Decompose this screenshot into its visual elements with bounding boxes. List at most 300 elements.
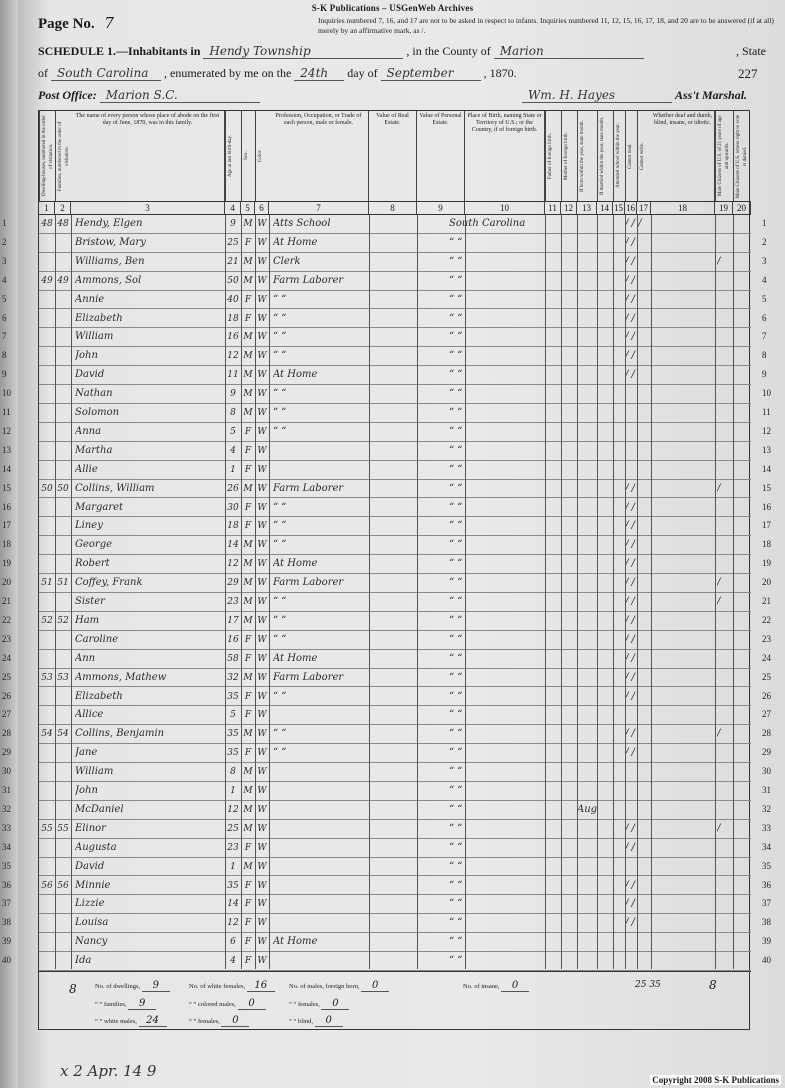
cell-age: 4 xyxy=(230,956,236,967)
line-number-left: 2 xyxy=(2,236,7,247)
table-row xyxy=(39,782,751,801)
of-label: of xyxy=(38,66,48,80)
cell-age: 9 xyxy=(230,389,236,400)
line-number-right: 13 xyxy=(762,444,771,455)
cell-family xyxy=(55,782,71,801)
cell-family xyxy=(55,291,71,310)
line-number-right: 7 xyxy=(762,331,767,342)
cell-education-marks xyxy=(625,801,665,820)
schedule-line-1 xyxy=(38,44,644,59)
line-number-left: 16 xyxy=(2,501,11,512)
line-number-left: 19 xyxy=(2,558,11,569)
cell-education-marks xyxy=(625,461,665,480)
line-number-left: 35 xyxy=(2,860,11,871)
table-row xyxy=(39,744,751,763)
column-number-12: 12 xyxy=(561,201,577,215)
cell-occupation xyxy=(273,839,369,858)
line-number-right: 40 xyxy=(762,955,771,966)
white-females-label: No. of white females, xyxy=(189,983,246,990)
cell-color: W xyxy=(257,559,267,570)
cell-occupation xyxy=(273,895,369,914)
column-rule xyxy=(269,215,270,969)
cell-education-marks: / / xyxy=(625,671,635,683)
cell-name: David xyxy=(75,860,105,872)
cell-sex: F xyxy=(244,521,252,532)
cell-education-marks xyxy=(625,442,665,461)
marshal-title: Ass't Marshal. xyxy=(675,88,748,102)
line-number-left: 26 xyxy=(2,690,11,701)
cell-name: Bristow, Mary xyxy=(75,236,146,248)
cell-occupation xyxy=(273,461,369,480)
cell-education-marks: / / xyxy=(625,350,635,362)
cell-birthplace: “ “ xyxy=(449,652,463,664)
line-number-left: 20 xyxy=(2,577,11,588)
table-row xyxy=(39,347,751,366)
cell-dwelling xyxy=(39,366,55,385)
cell-education-marks: / / xyxy=(625,728,635,740)
column-header-8: Value of Real Estate. xyxy=(369,111,417,201)
cell-family: 52 xyxy=(57,615,69,626)
cell-education-marks: / / xyxy=(625,482,635,494)
line-number-left: 27 xyxy=(2,709,11,720)
cell-color: W xyxy=(257,275,267,286)
cell-sex: M xyxy=(243,483,253,494)
cell-name: Ham xyxy=(75,614,100,626)
table-row xyxy=(39,688,751,707)
line-number-right: 25 xyxy=(762,671,771,682)
cell-family xyxy=(55,366,71,385)
cell-dwelling xyxy=(39,253,55,272)
cell-sex: M xyxy=(243,559,253,570)
cell-family xyxy=(55,952,71,971)
cell-birthplace: “ “ xyxy=(449,633,463,645)
column-header-18: Whether deaf and dumb, blind, insane, or idiotic. xyxy=(651,111,715,201)
cell-birthplace: “ “ xyxy=(449,558,463,570)
cell-citizen-mark: / xyxy=(717,482,721,494)
cell-education-marks xyxy=(625,933,665,952)
table-row xyxy=(39,461,751,480)
footer-tally-16-17: 25 35 xyxy=(635,980,661,990)
cell-name: Annie xyxy=(75,293,105,305)
line-number-right: 28 xyxy=(762,728,771,739)
cell-name: Nancy xyxy=(75,936,108,948)
cell-birthplace: “ “ xyxy=(449,539,463,551)
cell-color: W xyxy=(257,804,267,815)
cell-education-marks: / / xyxy=(625,596,635,607)
table-row xyxy=(39,877,751,896)
cell-color: W xyxy=(257,880,267,891)
cell-color: W xyxy=(257,237,267,248)
cell-birthplace: “ “ xyxy=(449,728,463,740)
column-header-16: Cannot read. xyxy=(625,111,637,201)
footer-foreign-females xyxy=(289,998,349,1010)
column-header-1: Dwelling-houses, numbered in the order of visitation. xyxy=(39,111,55,201)
cell-dwelling xyxy=(39,291,55,310)
cell-birthplace: “ “ xyxy=(449,596,463,607)
cell-birthplace: “ “ xyxy=(449,955,463,967)
cell-sex: M xyxy=(243,408,253,418)
cell-occupation: “ “ xyxy=(273,596,287,607)
township-value: Hendy Township xyxy=(203,44,403,59)
column-rule xyxy=(465,215,466,969)
column-rule xyxy=(71,215,72,969)
cell-age: 14 xyxy=(227,899,239,910)
cell-occupation: “ “ xyxy=(273,539,287,551)
cell-education-marks xyxy=(625,782,665,801)
cell-family xyxy=(55,839,71,858)
cell-age: 9 xyxy=(230,219,236,229)
cell-occupation: “ “ xyxy=(273,407,287,418)
cell-occupation: At Home xyxy=(273,558,318,570)
cell-name: Margaret xyxy=(75,501,124,513)
cell-age: 12 xyxy=(227,804,239,815)
cell-dwelling xyxy=(39,461,55,480)
cell-dwelling xyxy=(39,234,55,253)
publisher-header: S-K Publications – USGenWeb Archives xyxy=(311,3,474,13)
cell-age: 26 xyxy=(227,483,239,494)
cell-dwelling xyxy=(39,536,55,555)
state-label: , State xyxy=(736,44,766,58)
cell-family xyxy=(55,914,71,933)
cell-family: 51 xyxy=(57,578,69,589)
footer-colored-females xyxy=(189,1015,249,1027)
cell-color: W xyxy=(257,294,267,305)
cell-occupation: “ “ xyxy=(273,425,287,437)
column-number-17: 17 xyxy=(637,201,651,215)
column-number-11: 11 xyxy=(545,201,561,215)
county-value: Marion xyxy=(494,44,644,59)
cell-sex: M xyxy=(243,578,253,589)
column-header-13: If born within the year, state month. xyxy=(577,111,597,201)
column-rule xyxy=(545,215,546,969)
cell-age: 32 xyxy=(227,672,239,683)
line-number-right: 35 xyxy=(762,860,771,871)
summary-footer xyxy=(39,971,751,1031)
families-value: 9 xyxy=(128,998,156,1010)
line-number-left: 28 xyxy=(2,728,11,739)
cell-family xyxy=(55,895,71,914)
cell-age: 25 xyxy=(227,823,239,834)
line-number-right: 34 xyxy=(762,841,771,852)
families-label: “ “ families, xyxy=(95,1001,127,1008)
cell-birth-month: Aug xyxy=(577,803,598,815)
column-header-5: Sex. xyxy=(241,111,255,201)
cell-dwelling: 52 xyxy=(41,615,53,626)
day-value: 24th xyxy=(294,66,344,81)
cell-name: Robert xyxy=(75,558,110,570)
cell-sex: F xyxy=(244,880,252,891)
cell-family xyxy=(55,555,71,574)
cell-name: Ammons, Mathew xyxy=(75,671,167,683)
county-label: , in the County of xyxy=(406,44,491,58)
cell-sex: F xyxy=(244,748,252,759)
column-header-20: Male Citizens of U.S. whose right to vote is denied. xyxy=(733,111,751,201)
cell-color: W xyxy=(257,256,267,267)
cell-birthplace: “ “ xyxy=(449,690,463,702)
cell-occupation: “ “ xyxy=(273,350,287,362)
column-rule xyxy=(255,215,256,969)
line-number-right: 11 xyxy=(762,407,771,417)
cell-birthplace: “ “ xyxy=(449,274,463,286)
cell-age: 17 xyxy=(227,615,239,626)
line-number-right: 12 xyxy=(762,425,771,436)
cell-age: 16 xyxy=(227,634,239,645)
table-row xyxy=(39,366,751,385)
line-number-right: 39 xyxy=(762,936,771,947)
cell-birthplace: “ “ xyxy=(449,879,463,891)
cell-occupation xyxy=(273,442,369,461)
cell-occupation xyxy=(273,763,369,782)
cell-family: 49 xyxy=(57,275,69,286)
cell-dwelling: 56 xyxy=(41,880,53,891)
line-number-right: 30 xyxy=(762,766,771,777)
cell-color: W xyxy=(257,313,267,324)
cell-name: Allice xyxy=(75,709,104,721)
line-number-left: 36 xyxy=(2,879,11,890)
cell-family xyxy=(55,536,71,555)
line-number-right: 32 xyxy=(762,803,771,814)
line-number-right: 24 xyxy=(762,652,771,663)
cell-dwelling xyxy=(39,328,55,347)
column-rule xyxy=(369,215,370,969)
cell-sex: M xyxy=(243,767,253,778)
line-number-right: 33 xyxy=(762,822,771,833)
column-number-2: 2 xyxy=(55,201,71,215)
cell-dwelling: 54 xyxy=(41,729,53,740)
line-number-left: 18 xyxy=(2,539,11,550)
cell-birthplace: “ “ xyxy=(449,860,463,872)
column-number-18: 18 xyxy=(651,201,715,215)
colored-females-label: “ “ females, xyxy=(189,1018,220,1025)
cell-age: 35 xyxy=(227,748,239,759)
insane-value: 0 xyxy=(501,980,529,992)
cell-color: W xyxy=(257,597,267,607)
cell-sex: M xyxy=(243,370,253,381)
table-row xyxy=(39,933,751,952)
cell-dwelling: 53 xyxy=(41,672,53,683)
table-row xyxy=(39,310,751,329)
cell-occupation: At Home xyxy=(273,236,318,248)
cell-sex: M xyxy=(243,256,253,267)
line-number-left: 21 xyxy=(2,596,11,606)
cell-age: 23 xyxy=(227,842,239,853)
cell-occupation: “ “ xyxy=(273,520,287,532)
cell-color: W xyxy=(257,729,267,740)
cell-education-marks xyxy=(625,763,665,782)
insane-label: No. of insane, xyxy=(463,983,500,990)
cell-occupation xyxy=(273,858,369,877)
line-number-left: 5 xyxy=(2,293,7,304)
cell-sex: M xyxy=(243,275,253,286)
cell-age: 4 xyxy=(230,445,236,456)
footer-margin-mark: 8 xyxy=(69,982,77,996)
line-number-right: 20 xyxy=(762,577,771,588)
table-row xyxy=(39,612,751,631)
cell-birthplace: “ “ xyxy=(449,577,463,589)
cell-color: W xyxy=(257,464,267,475)
cell-name: Elinor xyxy=(75,822,106,834)
cell-family xyxy=(55,933,71,952)
cell-education-marks xyxy=(625,858,665,877)
cell-family xyxy=(55,517,71,536)
cell-dwelling xyxy=(39,593,55,612)
footer-foreign-males xyxy=(289,980,389,992)
cell-family xyxy=(55,744,71,763)
cell-age: 5 xyxy=(230,426,236,437)
table-row xyxy=(39,499,751,518)
line-number-left: 25 xyxy=(2,671,11,682)
cell-dwelling xyxy=(39,952,55,971)
cell-name: Collins, Benjamin xyxy=(75,728,165,740)
line-number-right: 19 xyxy=(762,558,771,569)
column-header-3: The name of every person whose place of abode on the first day of June, 1870, was in this family. xyxy=(71,111,225,201)
cell-sex: M xyxy=(243,540,253,551)
cell-education-marks: / / xyxy=(625,501,635,513)
white-males-value: 24 xyxy=(139,1015,167,1027)
cell-name: Elizabeth xyxy=(75,690,123,702)
cell-age: 23 xyxy=(227,597,239,607)
cell-name: Solomon xyxy=(75,407,120,418)
column-number-10: 10 xyxy=(465,201,545,215)
line-number-left: 14 xyxy=(2,463,11,474)
table-row xyxy=(39,725,751,744)
cell-occupation: “ “ xyxy=(273,388,287,400)
line-number-right: 1 xyxy=(762,218,767,228)
copyright-notice: Copyright 2008 S-K Publications xyxy=(652,1075,779,1085)
line-number-left: 7 xyxy=(2,331,7,342)
cell-education-marks: / / xyxy=(625,236,635,248)
cell-name: John xyxy=(75,350,98,362)
table-row xyxy=(39,593,751,612)
cell-name: Hendy, Elgen xyxy=(75,218,143,229)
cell-birthplace: “ “ xyxy=(449,747,463,759)
cell-sex: M xyxy=(243,823,253,834)
cell-dwelling xyxy=(39,763,55,782)
cell-sex: F xyxy=(244,313,252,324)
cell-color: W xyxy=(257,389,267,400)
line-number-left: 9 xyxy=(2,369,7,380)
cell-age: 16 xyxy=(227,332,239,343)
colored-males-value: 0 xyxy=(238,998,266,1010)
line-number-right: 6 xyxy=(762,312,767,323)
table-row xyxy=(39,480,751,499)
cell-age: 50 xyxy=(227,275,239,286)
cell-occupation: “ “ xyxy=(273,690,287,702)
cell-citizen-mark: / xyxy=(717,596,721,607)
cell-birthplace: “ “ xyxy=(449,407,463,418)
cell-name: Ammons, Sol xyxy=(75,274,142,286)
cell-education-marks: / / xyxy=(625,652,635,664)
cell-birthplace: “ “ xyxy=(449,350,463,362)
cell-birthplace: “ “ xyxy=(449,255,463,267)
cell-birthplace: “ “ xyxy=(449,785,463,796)
line-number-left: 37 xyxy=(2,898,11,909)
table-row xyxy=(39,650,751,669)
column-header-6: Color. xyxy=(255,111,269,201)
cell-age: 58 xyxy=(227,653,239,664)
cell-family: 54 xyxy=(57,729,69,740)
cell-age: 8 xyxy=(230,408,236,418)
cell-family xyxy=(55,593,71,612)
cell-dwelling xyxy=(39,347,55,366)
cell-occupation: Farm Laborer xyxy=(273,577,344,589)
cell-age: 14 xyxy=(227,540,239,551)
cell-color: W xyxy=(257,521,267,532)
cell-sex: F xyxy=(244,445,252,456)
table-row xyxy=(39,839,751,858)
cell-dwelling xyxy=(39,442,55,461)
cell-education-marks: / / xyxy=(625,898,635,910)
cell-color: W xyxy=(257,767,267,778)
column-rule xyxy=(577,215,578,969)
cell-dwelling xyxy=(39,744,55,763)
cell-color: W xyxy=(257,918,267,929)
line-number-right: 23 xyxy=(762,633,771,644)
cell-sex: F xyxy=(244,899,252,910)
line-number-right: 21 xyxy=(762,596,771,606)
cell-dwelling: 50 xyxy=(41,483,53,494)
cell-dwelling xyxy=(39,858,55,877)
table-row xyxy=(39,555,751,574)
line-number-right: 10 xyxy=(762,388,771,399)
cell-age: 6 xyxy=(230,937,236,948)
foreign-males-value: 0 xyxy=(361,980,389,992)
cell-sex: M xyxy=(243,861,253,872)
cell-age: 1 xyxy=(230,786,236,796)
cell-education-marks: / / xyxy=(625,293,635,305)
cell-color: W xyxy=(257,615,267,626)
cell-color: W xyxy=(257,332,267,343)
cell-occupation xyxy=(273,877,369,896)
cell-sex: F xyxy=(244,634,252,645)
table-row xyxy=(39,631,751,650)
year-value: , 1870. xyxy=(483,66,517,80)
cell-occupation xyxy=(273,706,369,725)
cell-occupation: At Home xyxy=(273,652,318,664)
column-number-5: 5 xyxy=(241,201,255,215)
page-label: Page No. xyxy=(38,16,95,32)
post-office xyxy=(38,88,260,103)
cell-education-marks xyxy=(625,385,665,404)
column-number-9: 9 xyxy=(417,201,465,215)
cell-name: Ida xyxy=(75,955,92,967)
cell-age: 35 xyxy=(227,691,239,702)
cell-name: Anna xyxy=(75,425,102,437)
cell-dwelling: 49 xyxy=(41,275,53,286)
cell-education-marks: / / xyxy=(625,633,635,645)
day-label: day of xyxy=(347,66,378,80)
column-header-2: Families, numbered in the order of visitation. xyxy=(55,111,71,201)
table-row xyxy=(39,952,751,971)
line-number-left: 40 xyxy=(2,955,11,966)
cell-name: Lizzie xyxy=(75,898,105,910)
cell-age: 30 xyxy=(227,502,239,513)
cell-color: W xyxy=(257,483,267,494)
cell-name: John xyxy=(75,785,98,796)
cell-occupation: “ “ xyxy=(273,728,287,740)
cell-sex: M xyxy=(243,389,253,400)
table-row xyxy=(39,669,751,688)
column-number-14: 14 xyxy=(597,201,613,215)
column-rule xyxy=(225,215,226,969)
cell-sex: F xyxy=(244,937,252,948)
cell-sex: M xyxy=(243,219,253,229)
line-number-left: 10 xyxy=(2,388,11,399)
cell-color: W xyxy=(257,445,267,456)
cell-occupation: “ “ xyxy=(273,614,287,626)
line-number-left: 34 xyxy=(2,841,11,852)
line-number-right: 29 xyxy=(762,747,771,758)
